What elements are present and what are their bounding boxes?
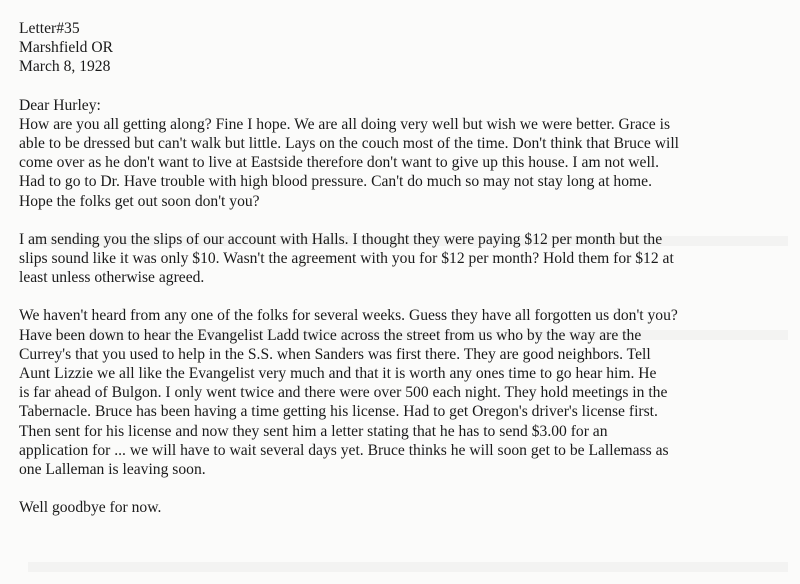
paragraph-account: I am sending you the slips of our account with Halls. I thought they were paying $12 per month but the slips sound like it was only $10. Wasn't the agreement with you for $12 per month? Hold them for $12 at least unless otherwise agreed. <box>19 230 674 287</box>
letter-page <box>19 19 791 517</box>
paragraph-news: We haven't heard from any one of the folks for several weeks. Guess they have all forgotten us don't you? Have been down to hear the Evangelist Ladd twice across the street from us who by the way are the Currey's that you used to help in the S.S. when Sanders was first there. They are good neighbors. Tell Aunt Lizzie we all like the Evangelist very much and that it is worth any ones time to go hear him. He is far ahead of Bulgon. I only went twice and there were over 500 each night. They hold meetings in the Tabernacle. Bruce has been having a time getting his license. Had to get Oregon's driver's license first. Then sent for his license and now they sent him a letter stating that he has to send $3.00 for an application for ... we will have to wait several days yet. Bruce thinks he will soon get to be Lallemass as one Lalleman is leaving soon. <box>19 307 678 479</box>
bleed-through-mark <box>28 562 788 572</box>
letter-place: Marshfield OR <box>19 39 113 57</box>
letter-number: Letter#35 <box>19 20 80 37</box>
salutation: Dear Hurley: <box>19 96 101 114</box>
letter-date: March 8, 1928 <box>19 58 111 76</box>
closing: Well goodbye for now. <box>19 499 162 517</box>
paragraph-health: How are you all getting along? Fine I hope. We are all doing very well but wish we were better. Grace is able to be dressed but can't walk but little. Lays on the couch most of the time. Don't think that Bruce will come over as he don't want to live at Eastside therefore don't want to give up this house. I am not well. Had to go to Dr. Have trouble with high blood pressure. Can't do much so may not stay long at home. Hope the folks get out soon don't you? <box>19 115 679 210</box>
